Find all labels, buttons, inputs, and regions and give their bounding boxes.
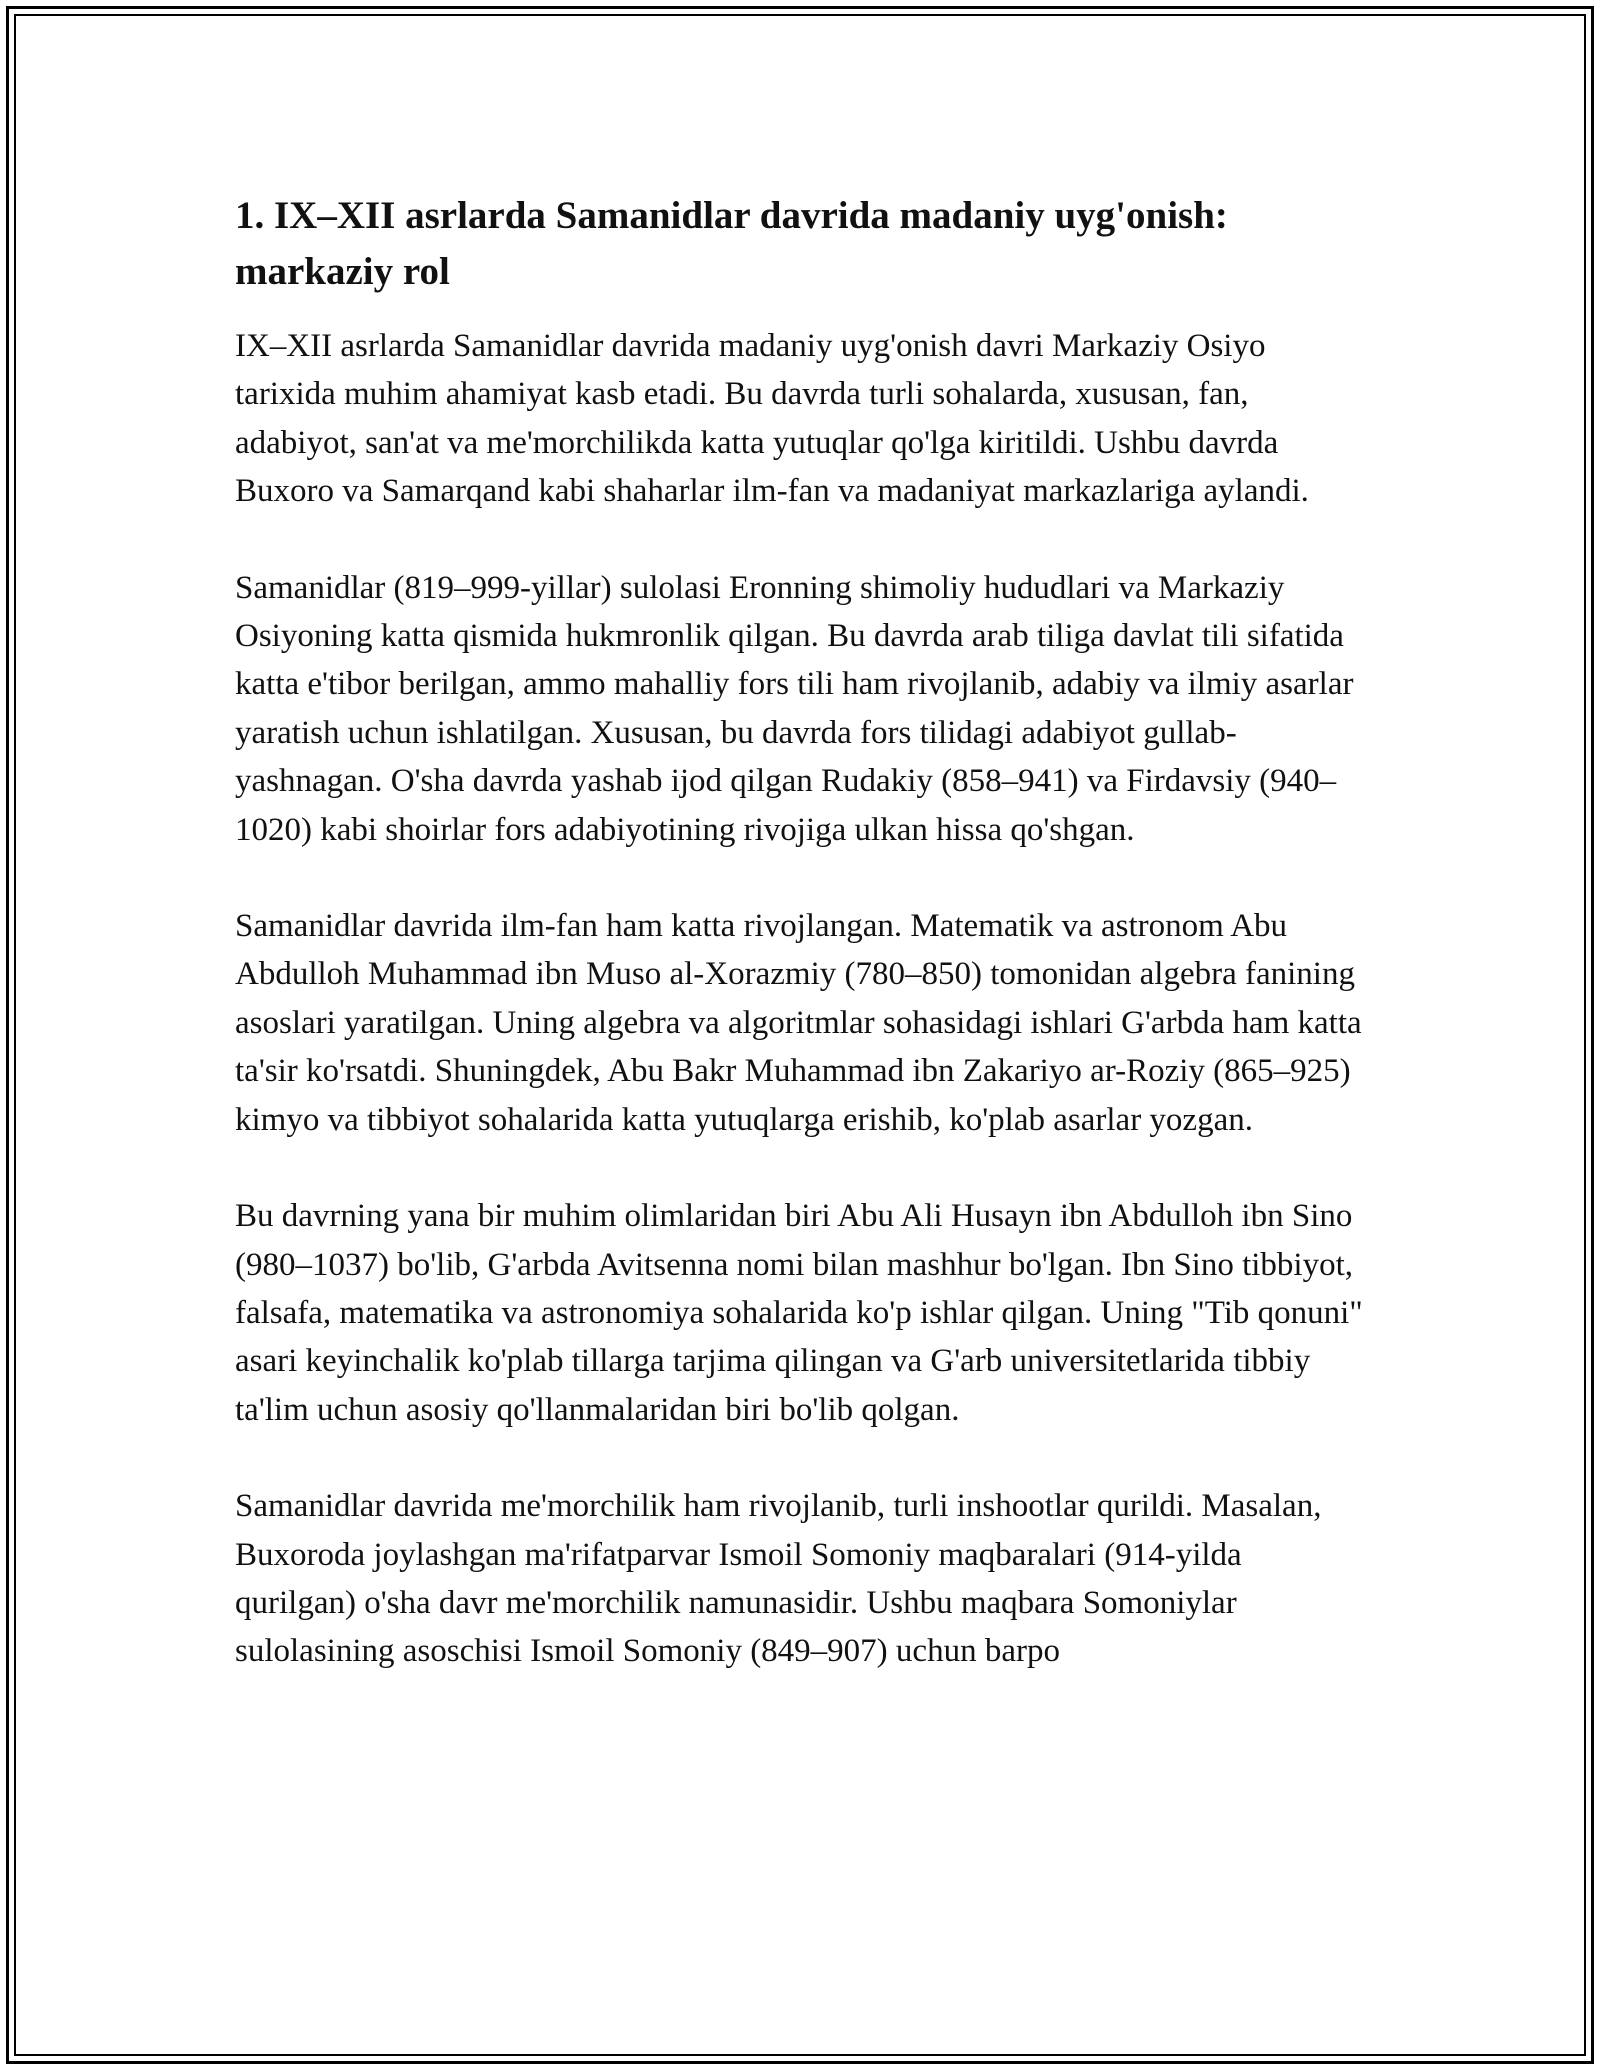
paragraph-1: IX–XII asrlarda Samanidlar davrida madaniy uyg'onish davri Markaziy Osiyo tarixida muhim ahamiyat kasb etadi. Bu davrda turli sohalarda, xususan, fan, adabiyot, san'at va me'morchilikda katta yutuqlar qo'lga kiritildi. Ushbu davrda Buxoro va Samarqand kabi shaharlar ilm-fan va madaniyat markazlariga aylandi. [235, 328, 1309, 510]
section-heading: 1. IX–XII asrlarda Samanidlar davrida madaniy uyg'onish: markaziy rol [235, 194, 1228, 293]
paragraph-2: Samanidlar (819–999-yillar) sulolasi Eronning shimoliy hududlari va Markaziy Osiyoning katta qismida hukmronlik qilgan. Bu davrda arab tiliga davlat tili sifatida katta e'tibor berilgan, ammo mahalliy fors tili ham rivojlanib, adabiy va ilmiy asarlar yaratish uchun ishlatilgan. Xususan, bu davrda fors tilidagi adabiyot gullab-yashnagan. O'sha davrda yashab ijod qilgan Rudakiy (858–941) va Firdavsiy (940–1020) kabi shoirlar fors adabiyotining rivojiga ulkan hissa qo'shgan. [235, 569, 1354, 848]
document-body [235, 188, 1370, 1724]
paragraph-3: Samanidlar davrida ilm-fan ham katta rivojlangan. Matematik va astronom Abu Abdulloh Muhammad ibn Muso al-Xorazmiy (780–850) tomonidan algebra fanining asoslari yaratilgan. Uning algebra va algoritmlar sohasidagi ishlari G'arbda ham katta ta'sir ko'rsatdi. Shuningdek, Abu Bakr Muhammad ibn Zakariyo ar-Roziy (865–925) kimyo va tibbiyot sohalarida katta yutuqlarga erishib, ko'plab asarlar yozgan. [235, 908, 1362, 1138]
paragraph-5: Samanidlar davrida me'morchilik ham rivojlanib, turli inshootlar qurildi. Masalan, Buxoroda joylashgan ma'rifatparvar Ismoil Somoniy maqbaralari (914-yilda qurilgan) o'sha davr me'morchilik namunasidir. Ushbu maqbara Somoniylar sulolasining asoschisi Ismoil Somoniy (849–907) uchun barpo [235, 1488, 1322, 1670]
paragraph-4: Bu davrning yana bir muhim olimlaridan biri Abu Ali Husayn ibn Abdulloh ibn Sino (980–1037) bo'lib, G'arbda Avitsenna nomi bilan mashhur bo'lgan. Ibn Sino tibbiyot, falsafa, matematika va astronomiya sohalarida ko'p ishlar qilgan. Uning "Tib qonuni" asari keyinchalik ko'plab tillarga tarjima qilingan va G'arb universitetlarida tibbiy ta'lim uchun asosiy qo'llanmalaridan biri bo'lib qolgan. [235, 1198, 1363, 1428]
